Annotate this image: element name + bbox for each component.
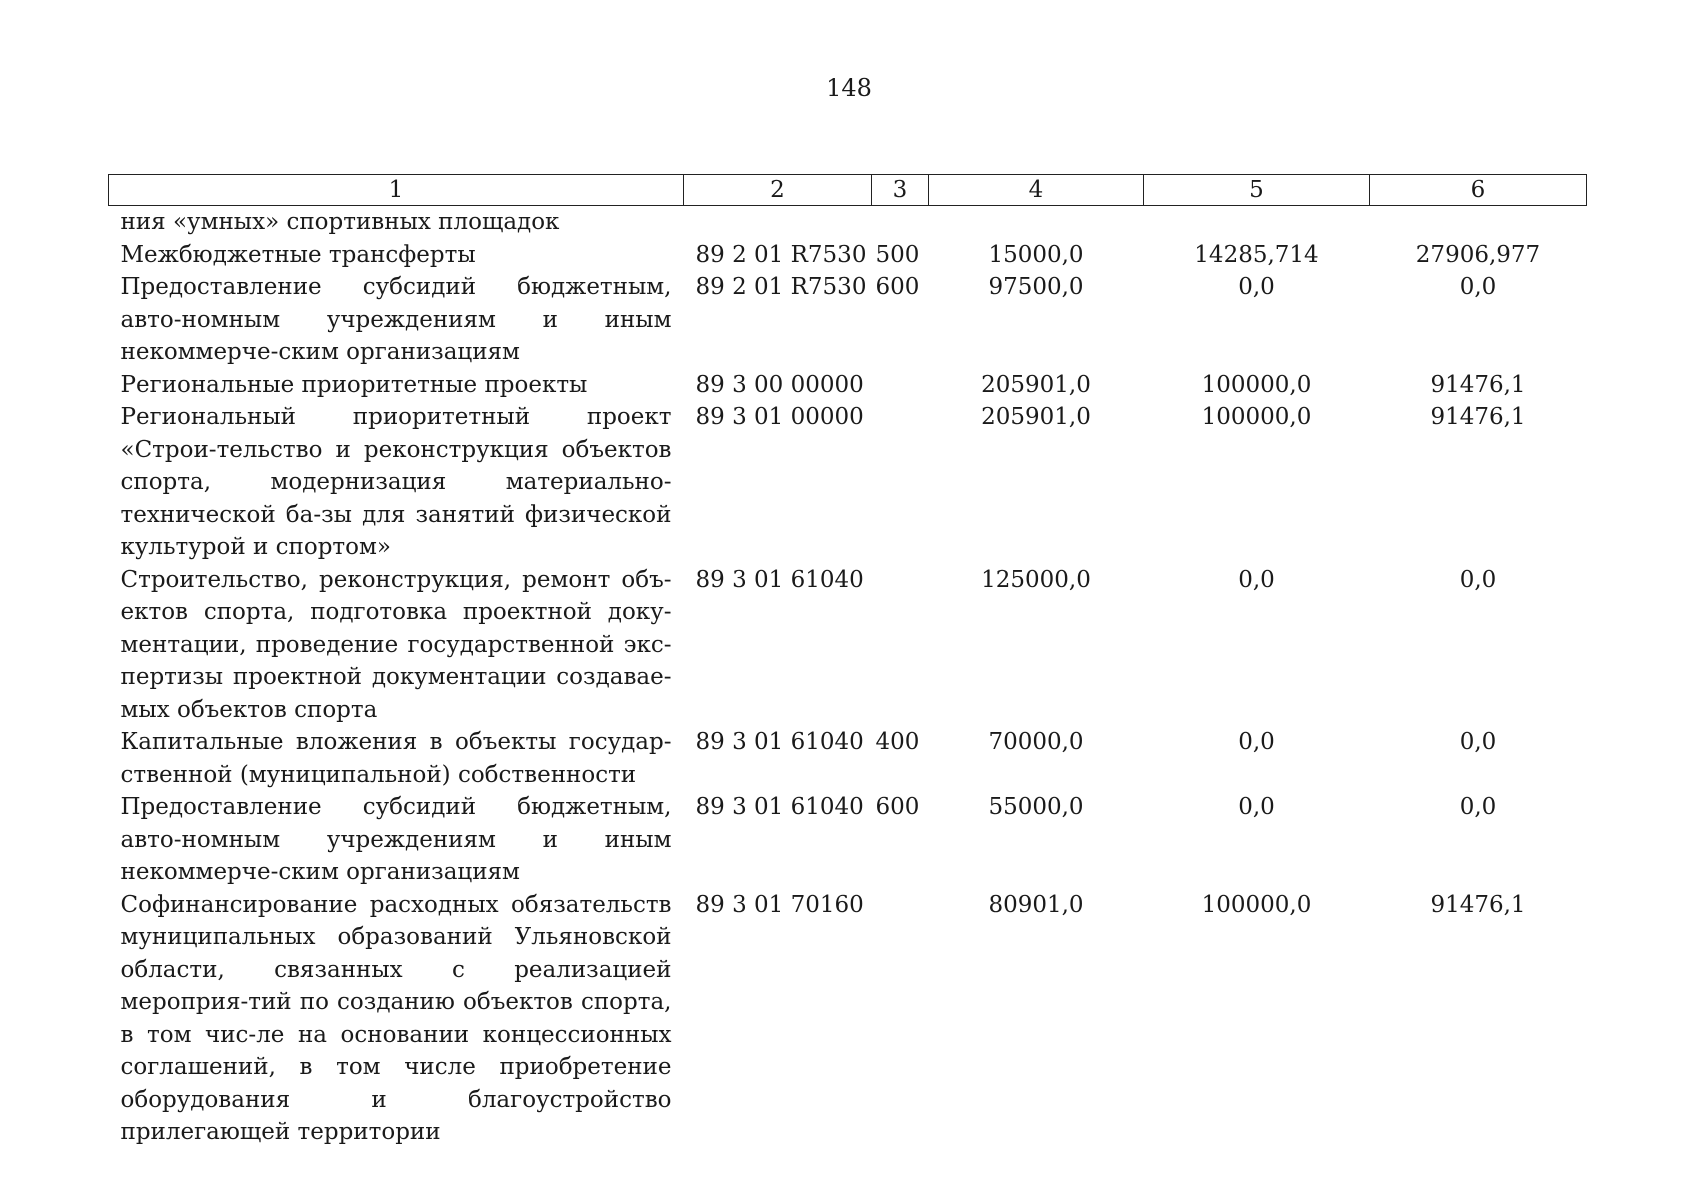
row-code: 89 3 01 61040: [695, 794, 864, 820]
table-row: [109, 564, 1587, 727]
row-name: Предоставление субсидий бюджетным, авто-номным учреждениям и иным некоммерче-ским организациям: [120, 274, 672, 365]
row-expense-type: [872, 564, 929, 727]
row-value-5: 0,0: [1238, 729, 1275, 755]
row-code: 89 3 01 70160: [695, 891, 864, 918]
row-expense-type: [872, 369, 929, 402]
row-value-4: 70000,0: [988, 729, 1084, 755]
page-number: 148: [826, 74, 872, 102]
row-expense-type: 400: [875, 729, 920, 755]
row-code: 89 2 01 R7530: [695, 241, 867, 268]
row-code: 89 2 01 R7530: [695, 274, 867, 300]
row-value-5: 0,0: [1238, 566, 1275, 593]
row-value-5: 14285,714: [1194, 241, 1319, 268]
budget-table-container: [108, 174, 1586, 1149]
row-value-4: [929, 206, 1144, 239]
header-col-3: 3: [872, 175, 929, 206]
row-value-6: 0,0: [1459, 274, 1497, 300]
row-name: Софинансирование расходных обязательств муниципальных образований Ульяновской области, связанных с реализацией мероприя-тий по созданию объектов спорта, в том чис-ле на основании концессионных соглашений, в том числе приобретение оборудования и благоустройство прилегающей территории: [120, 891, 672, 1145]
row-value-6: 91476,1: [1430, 404, 1526, 430]
row-name: Региональный приоритетный проект «Строи-тельство и реконструкция объектов спорта, модернизация материально-технической ба-зы для занятий физической культурой и спортом»: [120, 404, 672, 560]
table-row: [109, 239, 1587, 272]
row-value-4: 80901,0: [988, 891, 1084, 918]
row-code: 89 3 00 00000: [695, 371, 864, 398]
row-value-4: 55000,0: [988, 794, 1084, 820]
row-name: ния «умных» спортивных площадок: [120, 209, 560, 235]
row-value-5: 0,0: [1238, 274, 1275, 300]
header-col-5: 5: [1144, 175, 1370, 206]
row-value-4: 97500,0: [988, 274, 1084, 300]
row-name: Межбюджетные трансферты: [120, 241, 476, 268]
row-value-5: 0,0: [1238, 794, 1275, 820]
header-col-4: 4: [929, 175, 1144, 206]
budget-table: [108, 174, 1587, 1149]
row-name: Предоставление субсидий бюджетным, авто-номным учреждениям и иным некоммерче-ским организациям: [120, 794, 672, 885]
header-col-1: 1: [109, 175, 684, 206]
row-value-4: 125000,0: [981, 566, 1091, 593]
table-row: [109, 889, 1587, 1149]
row-name: Региональные приоритетные проекты: [120, 371, 588, 398]
row-value-4: 205901,0: [981, 404, 1091, 430]
row-value-6: 0,0: [1459, 566, 1497, 593]
row-value-5: [1144, 206, 1370, 239]
row-name: Строительство, реконструкция, ремонт объ-ектов спорта, подготовка проектной доку-ментации, проведение государственной экс-пертизы проектной документации создавае-мых объектов спорта: [120, 566, 672, 723]
row-expense-type: 600: [875, 274, 920, 300]
row-value-5: 100000,0: [1201, 891, 1312, 918]
row-expense-type: [872, 206, 929, 239]
row-value-5: 100000,0: [1201, 404, 1312, 430]
row-expense-type: [872, 889, 929, 1149]
row-code: 89 3 01 61040: [695, 566, 864, 593]
row-code: 89 3 01 00000: [695, 404, 864, 430]
row-value-5: 100000,0: [1201, 371, 1312, 398]
table-row: [109, 791, 1587, 889]
table-row: [109, 369, 1587, 402]
row-value-6: 0,0: [1459, 729, 1497, 755]
header-col-2: 2: [684, 175, 872, 206]
row-code: 89 3 01 61040: [695, 729, 864, 755]
table-row: [109, 726, 1587, 791]
row-value-6: 27906,977: [1415, 241, 1541, 268]
row-expense-type: 600: [875, 794, 920, 820]
table-header: [109, 175, 1587, 206]
table-row: [109, 206, 1587, 239]
row-value-4: 15000,0: [988, 241, 1084, 268]
row-code: [684, 206, 872, 239]
row-value-4: 205901,0: [981, 371, 1091, 398]
row-value-6: 0,0: [1459, 794, 1497, 820]
row-value-6: 91476,1: [1430, 891, 1526, 918]
row-value-6: 91476,1: [1430, 371, 1526, 398]
row-value-6: [1370, 206, 1587, 239]
table-row: [109, 401, 1587, 564]
header-col-6: 6: [1370, 175, 1587, 206]
row-expense-type: [872, 401, 929, 564]
header-row: [109, 175, 1587, 206]
table-row: [109, 271, 1587, 369]
row-expense-type: 500: [875, 241, 920, 268]
row-name: Капитальные вложения в объекты государ-ственной (муниципальной) собственности: [120, 729, 672, 788]
table-body: [109, 206, 1587, 1149]
